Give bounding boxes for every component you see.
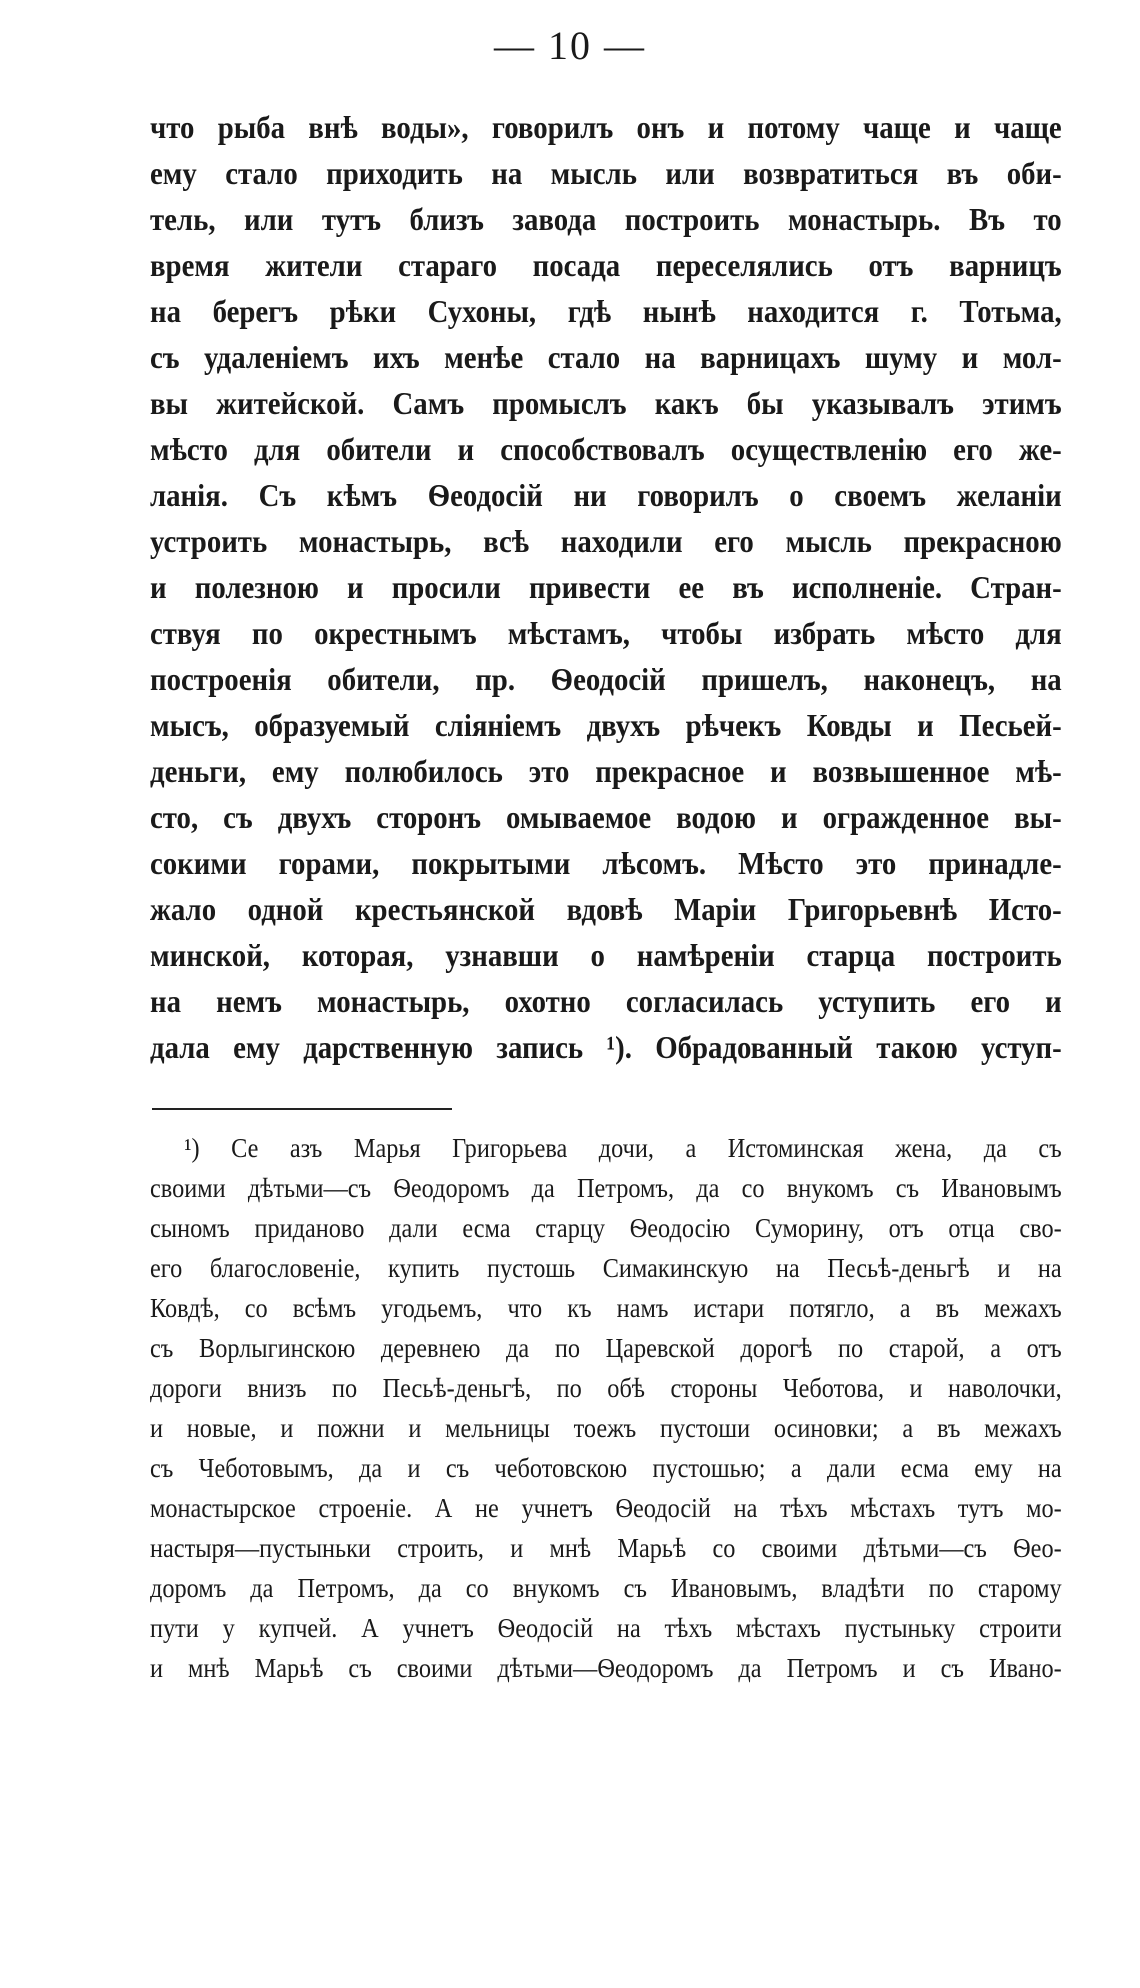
main-text: [150, 104, 1062, 1070]
text-line: что рыба внѣ воды», говорилъ онъ и потому чаще и чаще: [150, 109, 1062, 145]
text-line: построенія обители, пр. Ѳеодосій пришелъ, наконецъ, на: [150, 661, 1062, 697]
text-line: время жители стараго посада переселялись отъ варницъ: [150, 247, 1062, 283]
text-line: съ удаленіемъ ихъ менѣе стало на варницахъ шуму и мол-: [150, 339, 1062, 375]
footnote-line: настыря—пустыньки строить, и мнѣ Марьѣ со своими дѣтьми—съ Ѳео-: [150, 1533, 1062, 1563]
text-line: мѣсто для обители и способствовалъ осуществленію его же-: [150, 431, 1062, 467]
text-line: дала ему дарственную запись ¹). Обрадованный такою уступ-: [150, 1029, 1062, 1065]
footnote-line: доромъ да Петромъ, да со внукомъ съ Ивановымъ, владѣти по старому: [150, 1573, 1062, 1603]
footnote-line: и мнѣ Марьѣ съ своими дѣтьми—Ѳеодоромъ да Петромъ и съ Ивано-: [150, 1653, 1062, 1683]
footnote-line: съ Ворлыгинскою деревнею да по Царевской дорогѣ по старой, а отъ: [150, 1333, 1062, 1363]
footnote-line: своими дѣтьми—съ Ѳеодоромъ да Петромъ, да со внукомъ съ Ивановымъ: [150, 1173, 1062, 1203]
text-line: минской, которая, узнавши о намѣреніи старца построить: [150, 937, 1062, 973]
footnote-line: Ковдѣ, со всѣмъ угодьемъ, что къ намъ истари потягло, а въ межахъ: [150, 1293, 1062, 1323]
text-line: тель, или тутъ близъ завода построить монастырь. Въ то: [150, 201, 1062, 237]
footnote-line: его благословеніе, купить пустошь Симакинскую на Песьѣ-деньгѣ и на: [150, 1253, 1062, 1283]
footnote: [150, 1128, 1062, 1688]
text-line: жало одной крестьянской вдовѣ Маріи Григорьевнѣ Исто-: [150, 891, 1062, 927]
footnote-line: и новые, и пожни и мельницы тоежъ пустоши осиновки; а въ межахъ: [150, 1413, 1062, 1443]
text-line: вы житейской. Самъ промыслъ какъ бы указывалъ этимъ: [150, 385, 1062, 421]
text-line: устроить монастырь, всѣ находили его мысль прекрасною: [150, 523, 1062, 559]
footnote-line: съ Чеботовымъ, да и съ чеботовскою пустошью; а дали есма ему на: [150, 1453, 1062, 1483]
footnote-line: сыномъ приданово дали есма старцу Ѳеодосію Суморину, отъ отца сво-: [150, 1213, 1062, 1243]
footnote-line: пути у купчей. А учнетъ Ѳеодосій на тѣхъ мѣстахъ пустыньку строити: [150, 1613, 1062, 1643]
text-line: мысъ, образуемый сліяніемъ двухъ рѣчекъ Ковды и Песьей-: [150, 707, 1062, 743]
footnote-line: монастырское строеніе. А не учнетъ Ѳеодосій на тѣхъ мѣстахъ тутъ мо-: [150, 1493, 1062, 1523]
footnote-line: дороги внизъ по Песьѣ-деньгѣ, по обѣ стороны Чеботова, и наволочки,: [150, 1373, 1062, 1403]
text-line: сто, съ двухъ сторонъ омываемое водою и огражденное вы-: [150, 799, 1062, 835]
text-line: сокими горами, покрытыми лѣсомъ. Мѣсто это принадле-: [150, 845, 1062, 881]
page-number: — 10 —: [494, 23, 646, 68]
text-line: деньги, ему полюбилось это прекрасное и возвышенное мѣ-: [150, 753, 1062, 789]
text-line: ему стало приходить на мысль или возвратиться въ оби-: [150, 155, 1062, 191]
footnote-divider: [152, 1108, 452, 1110]
text-line: на немъ монастырь, охотно согласилась уступить его и: [150, 983, 1062, 1019]
text-line: ствуя по окрестнымъ мѣстамъ, чтобы избрать мѣсто для: [150, 615, 1062, 651]
text-line: и полезною и просили привести ее въ исполненіе. Стран-: [150, 569, 1062, 605]
footnote-line: ¹) Се азъ Марья Григорьева дочи, а Истоминская жена, да съ: [184, 1133, 1062, 1163]
text-line: на берегъ рѣки Сухоны, гдѣ нынѣ находится г. Тотьма,: [150, 293, 1062, 329]
text-line: ланія. Съ кѣмъ Ѳеодосій ни говорилъ о своемъ желаніи: [150, 477, 1062, 513]
